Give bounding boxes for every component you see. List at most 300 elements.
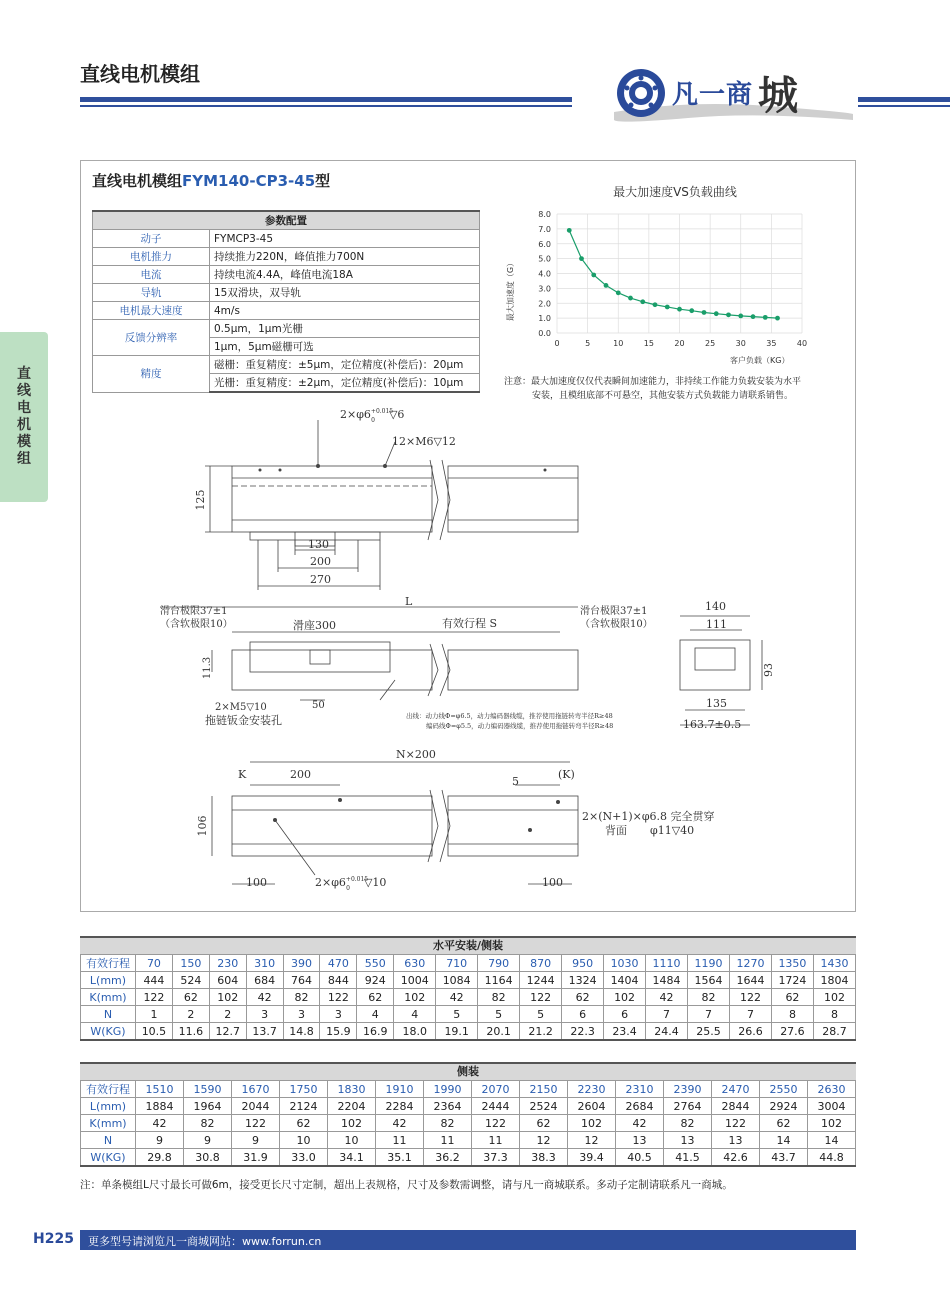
table-cell: 11 <box>472 1132 520 1149</box>
table-cell: 41.5 <box>664 1149 712 1167</box>
chart-xlabel: 客户负载（KG） <box>730 356 790 365</box>
table-row <box>81 1006 856 1023</box>
chart-note <box>504 375 844 403</box>
table-row <box>81 989 856 1006</box>
side-tab-label: 直线电机模组 <box>17 366 31 467</box>
chart-ytick-label: 4.0 <box>538 269 551 279</box>
table-cell: 2470 <box>712 1081 760 1098</box>
table-cell: 42 <box>246 989 283 1006</box>
table-cell: 42.6 <box>712 1149 760 1167</box>
table-cell: 1030 <box>604 955 646 972</box>
table-cell: 82 <box>283 989 320 1006</box>
table-cell: 524 <box>172 972 209 989</box>
table-cell: 11 <box>376 1132 424 1149</box>
params-table <box>92 210 480 393</box>
table-cell: 1564 <box>688 972 730 989</box>
dim-163-7: 163.7±0.5 <box>683 718 742 731</box>
table-cell: 102 <box>568 1115 616 1132</box>
table-cell: 444 <box>136 972 173 989</box>
table-cell: 10.5 <box>136 1023 173 1041</box>
chart-xtick-label: 20 <box>674 339 685 348</box>
table-cell: 924 <box>357 972 394 989</box>
acceleration-chart <box>500 200 820 370</box>
table-cell: 2204 <box>328 1098 376 1115</box>
params-row <box>93 302 480 320</box>
table-cell: 44.8 <box>808 1149 856 1167</box>
table-cell: 390 <box>283 955 320 972</box>
table-cell: 62 <box>520 1115 568 1132</box>
dim-125: 125 <box>194 489 207 511</box>
table-cell: 35.1 <box>376 1149 424 1167</box>
table-cell: 42 <box>436 989 478 1006</box>
end-view <box>680 640 750 690</box>
param-value: 持续电流4.4A，峰值电流18A <box>210 266 480 284</box>
table-cell: 5 <box>478 1006 520 1023</box>
table-cell: 21.2 <box>520 1023 562 1041</box>
chart-xtick-label: 0 <box>554 339 560 348</box>
header-rule-left-thin <box>80 105 572 107</box>
table-cell: 14 <box>808 1132 856 1149</box>
table-cell: 15.9 <box>320 1023 357 1041</box>
model-code: FYM140-CP3-45 <box>182 172 316 190</box>
table-cell: 9 <box>232 1132 280 1149</box>
table-cell: 16.9 <box>357 1023 394 1041</box>
param-value: 4m/s <box>210 302 480 320</box>
table-cell: 40.5 <box>616 1149 664 1167</box>
dim-106: 106 <box>196 815 209 837</box>
chart-note-line: 注意：最大加速度仅仅代表瞬间加速能力，非持续工作能力负载安装为水平 <box>504 377 802 387</box>
logo-char: 城 <box>758 72 798 119</box>
table-cell: 684 <box>246 972 283 989</box>
table-cell: 1884 <box>136 1098 184 1115</box>
table-cell: 710 <box>436 955 478 972</box>
table-cell: 2550 <box>760 1081 808 1098</box>
table-cell: 470 <box>320 955 357 972</box>
model-title <box>92 170 330 191</box>
dim-270: 270 <box>310 573 331 586</box>
row-label: L(mm) <box>81 972 136 989</box>
dim-K: K <box>238 768 247 781</box>
table-cell: 2524 <box>520 1098 568 1115</box>
dim-140: 140 <box>705 600 726 613</box>
table-cell: 3004 <box>808 1098 856 1115</box>
table-cell: 34.1 <box>328 1149 376 1167</box>
chart-ytick-label: 1.0 <box>538 314 551 324</box>
params-row <box>93 230 480 248</box>
params-row <box>93 320 480 338</box>
dim-pin-top: $2\times\varphi 6^{+0.015}$ 0 ▽6 <box>340 408 405 424</box>
page-title: 直线电机模组 <box>80 62 200 86</box>
header-rule-right <box>858 97 950 102</box>
table-cell: 630 <box>394 955 436 972</box>
table-cell: 18.0 <box>394 1023 436 1041</box>
dim-m6: 12×M6▽12 <box>392 435 456 448</box>
table-cell: 790 <box>478 955 520 972</box>
logo-text: 凡一商 <box>672 80 754 110</box>
params-header: 参数配置 <box>93 211 480 230</box>
dim-K-right: (K) <box>558 768 575 781</box>
dim-50: 50 <box>312 700 325 711</box>
dim-5: 5 <box>512 775 519 788</box>
row-label: N <box>81 1006 136 1023</box>
table-cell: 4 <box>357 1006 394 1023</box>
table-cell: 7 <box>646 1006 688 1023</box>
table-cell: 1910 <box>376 1081 424 1098</box>
chart-ytick-label: 6.0 <box>538 239 551 249</box>
table-cell: 122 <box>729 989 771 1006</box>
param-value: 15双滑块，双导轨 <box>210 284 480 302</box>
chart-ytick-label: 2.0 <box>538 299 551 309</box>
table-cell: 29.8 <box>136 1149 184 1167</box>
table-row <box>81 1023 856 1041</box>
table2 <box>80 1080 856 1167</box>
dim-111: 111 <box>706 618 727 631</box>
chart-point <box>763 315 768 320</box>
table-cell: 62 <box>357 989 394 1006</box>
chart-point <box>653 302 658 307</box>
table-cell: 8 <box>813 1006 855 1023</box>
table-cell: 3 <box>283 1006 320 1023</box>
param-key: 电机最大速度 <box>93 302 210 320</box>
param-value: 1μm，5μm磁栅可选 <box>210 338 480 356</box>
dim-93: 93 <box>762 663 775 677</box>
chart-xtick-label: 5 <box>585 339 591 348</box>
dim-limit-right: 滑台极限37±1 <box>580 606 648 617</box>
dim-200: 200 <box>310 555 331 568</box>
table-cell: 1324 <box>562 972 604 989</box>
chart-point <box>689 308 694 313</box>
table-cell: 42 <box>616 1115 664 1132</box>
table-cell: 1964 <box>184 1098 232 1115</box>
table-cell: 27.6 <box>771 1023 813 1041</box>
chart-point <box>579 256 584 261</box>
table-cell: 1724 <box>771 972 813 989</box>
chart-point <box>726 312 731 317</box>
table-cell: 22.3 <box>562 1023 604 1041</box>
table-cell: 13.7 <box>246 1023 283 1041</box>
table-cell: 23.4 <box>604 1023 646 1041</box>
table-cell: 36.2 <box>424 1149 472 1167</box>
top-view-right <box>448 466 578 532</box>
row-label: L(mm) <box>81 1098 136 1115</box>
chart-ytick-label: 5.0 <box>538 254 551 264</box>
header-rule-left <box>80 97 572 102</box>
table-cell: 12.7 <box>209 1023 246 1041</box>
table-row <box>81 955 856 972</box>
table-cell: 1990 <box>424 1081 472 1098</box>
chart-xtick-label: 35 <box>766 339 777 348</box>
dim-limit-right-soft: （含软极限10） <box>580 619 653 630</box>
table-cell: 1830 <box>328 1081 376 1098</box>
dim-pin-bottom: $2\times\varphi 6^{+0.015}$ 0 ▽10 <box>315 876 387 892</box>
table-cell: 2 <box>209 1006 246 1023</box>
table-cell: 9 <box>136 1132 184 1149</box>
table-row <box>81 972 856 989</box>
row-label: 有效行程 <box>81 1081 136 1098</box>
table-cell: 2284 <box>376 1098 424 1115</box>
table-cell: 25.5 <box>688 1023 730 1041</box>
dim-limit-left: 滑台极限37±1 <box>160 606 228 617</box>
chart-ytick-label: 8.0 <box>538 210 551 219</box>
row-label: W(KG) <box>81 1149 136 1167</box>
table-cell: 2070 <box>472 1081 520 1098</box>
table-cell: 13 <box>664 1132 712 1149</box>
chart-point <box>677 307 682 312</box>
table-cell: 844 <box>320 972 357 989</box>
param-value: 光栅：重复精度：±2μm，定位精度(补偿后)：10μm <box>210 374 480 393</box>
table-cell: 62 <box>771 989 813 1006</box>
chart-xtick-label: 25 <box>705 339 716 348</box>
table-cell: 230 <box>209 955 246 972</box>
table-row <box>81 1149 856 1167</box>
row-label: N <box>81 1132 136 1149</box>
table-cell: 42 <box>376 1115 424 1132</box>
table-cell: 102 <box>813 989 855 1006</box>
chart-xtick-label: 30 <box>735 339 746 348</box>
chart-point <box>751 314 756 319</box>
row-label: 有效行程 <box>81 955 136 972</box>
table-cell: 82 <box>424 1115 472 1132</box>
chart-title: 最大加速度VS负载曲线 <box>613 185 737 199</box>
table-cell: 31.9 <box>232 1149 280 1167</box>
dim-b200: 200 <box>290 768 311 781</box>
dim-130: 130 <box>308 538 329 551</box>
table-cell: 102 <box>604 989 646 1006</box>
bottom-view-left <box>232 796 432 856</box>
chart-point <box>738 313 743 318</box>
table-cell: 310 <box>246 955 283 972</box>
table-cell: 550 <box>357 955 394 972</box>
table-cell: 38.3 <box>520 1149 568 1167</box>
param-key: 导轨 <box>93 284 210 302</box>
chart-point <box>616 290 621 295</box>
table-cell: 102 <box>328 1115 376 1132</box>
row-label: K(mm) <box>81 1115 136 1132</box>
table-cell: 2844 <box>712 1098 760 1115</box>
dim-n200: N×200 <box>396 748 436 761</box>
table-cell: 1350 <box>771 955 813 972</box>
table-cell: 7 <box>729 1006 771 1023</box>
param-value: 磁栅：重复精度：±5μm，定位精度(补偿后)：20μm <box>210 356 480 374</box>
table-cell: 7 <box>688 1006 730 1023</box>
table-cell: 2764 <box>664 1098 712 1115</box>
table-cell: 33.0 <box>280 1149 328 1167</box>
cable-note-1: 出线：动力线Φ=φ6.5，动力编码器线缆，推荐使用拖链转弯半径R≥48 <box>406 712 613 720</box>
footnote: 注：单条模组L尺寸最长可做6m，接受更长尺寸定制，超出上表规格，尺寸及参数需调整，请与凡一商城联系。多动子定制请联系凡一商城。 <box>80 1179 733 1191</box>
chart-point <box>567 228 572 233</box>
table-cell: 2230 <box>568 1081 616 1098</box>
table1-title: 水平安装/侧装 <box>80 936 856 954</box>
table-cell: 1404 <box>604 972 646 989</box>
table-cell: 2390 <box>664 1081 712 1098</box>
table-cell: 1 <box>136 1006 173 1023</box>
table-row <box>81 1081 856 1098</box>
table-cell: 12 <box>568 1132 616 1149</box>
table-cell: 11.6 <box>172 1023 209 1041</box>
chart-point <box>628 296 633 301</box>
table-cell: 82 <box>184 1115 232 1132</box>
table-cell: 102 <box>209 989 246 1006</box>
table-cell: 604 <box>209 972 246 989</box>
chart-note-line: 安装，且模组底部不可悬空，其他安装方式负载能力请联系销售。 <box>532 391 794 401</box>
table-cell: 6 <box>562 1006 604 1023</box>
table-cell: 950 <box>562 955 604 972</box>
param-key: 动子 <box>93 230 210 248</box>
table-cell: 2444 <box>472 1098 520 1115</box>
table-cell: 2 <box>172 1006 209 1023</box>
table-cell: 62 <box>280 1115 328 1132</box>
table-cell: 1244 <box>520 972 562 989</box>
table-cell: 122 <box>320 989 357 1006</box>
table-cell: 62 <box>562 989 604 1006</box>
table-cell: 3 <box>320 1006 357 1023</box>
table-cell: 1670 <box>232 1081 280 1098</box>
params-row <box>93 284 480 302</box>
chart-ytick-label: 7.0 <box>538 224 551 234</box>
table-cell: 122 <box>136 989 173 1006</box>
table-row <box>81 1098 856 1115</box>
dim-slide: 滑座300 <box>293 619 336 632</box>
table-cell: 1270 <box>729 955 771 972</box>
chart-point <box>591 273 596 278</box>
table1 <box>80 954 856 1041</box>
row-label: W(KG) <box>81 1023 136 1041</box>
table-cell: 2044 <box>232 1098 280 1115</box>
table-cell: 8 <box>771 1006 813 1023</box>
table-cell: 122 <box>520 989 562 1006</box>
table-cell: 26.6 <box>729 1023 771 1041</box>
table-cell: 13 <box>712 1132 760 1149</box>
table-cell: 70 <box>136 955 173 972</box>
table-cell: 2124 <box>280 1098 328 1115</box>
table-cell: 9 <box>184 1132 232 1149</box>
params-header-row <box>93 211 480 230</box>
chart-xtick-label: 10 <box>613 339 624 348</box>
table-cell: 82 <box>688 989 730 1006</box>
table2-title: 侧装 <box>80 1062 856 1080</box>
table-cell: 2604 <box>568 1098 616 1115</box>
dim-11-3: 11.3 <box>202 656 213 680</box>
table-cell: 2924 <box>760 1098 808 1115</box>
table-cell: 1750 <box>280 1081 328 1098</box>
chart-ylabel: 最大加速度（G） <box>506 258 515 322</box>
side-view-right <box>448 650 578 690</box>
chart-ytick-label: 0.0 <box>538 329 551 338</box>
dim-100-right: 100 <box>542 876 563 889</box>
chart-point <box>714 311 719 316</box>
params-row <box>93 356 480 374</box>
table-cell: 12 <box>520 1132 568 1149</box>
table-cell: 1084 <box>436 972 478 989</box>
table-cell: 1164 <box>478 972 520 989</box>
table-cell: 39.4 <box>568 1149 616 1167</box>
table-cell: 82 <box>664 1115 712 1132</box>
bottom-view-right <box>448 796 578 856</box>
header-rule-right-thin <box>858 105 950 107</box>
table-cell: 2684 <box>616 1098 664 1115</box>
table-cell: 122 <box>712 1115 760 1132</box>
table-row <box>81 1132 856 1149</box>
table-cell: 24.4 <box>646 1023 688 1041</box>
table-cell: 82 <box>478 989 520 1006</box>
table-cell: 19.1 <box>436 1023 478 1041</box>
param-key: 反馈分辨率 <box>93 320 210 356</box>
table-cell: 14 <box>760 1132 808 1149</box>
chart-xtick-label: 15 <box>643 339 654 348</box>
table-cell: 1190 <box>688 955 730 972</box>
table-cell: 1510 <box>136 1081 184 1098</box>
table-cell: 42 <box>136 1115 184 1132</box>
table-cell: 122 <box>472 1115 520 1132</box>
table-cell: 2150 <box>520 1081 568 1098</box>
param-key: 电流 <box>93 266 210 284</box>
param-value: 持续推力220N，峰值推力700N <box>210 248 480 266</box>
table-cell: 4 <box>394 1006 436 1023</box>
table-cell: 10 <box>328 1132 376 1149</box>
table-cell: 5 <box>436 1006 478 1023</box>
top-view-left <box>232 466 432 532</box>
table-cell: 3 <box>246 1006 283 1023</box>
technical-drawing <box>150 400 810 900</box>
table-cell: 10 <box>280 1132 328 1149</box>
param-key: 精度 <box>93 356 210 393</box>
table-cell: 11 <box>424 1132 472 1149</box>
chart-point <box>640 299 645 304</box>
table-cell: 1430 <box>813 955 855 972</box>
table-cell: 2310 <box>616 1081 664 1098</box>
table-row <box>81 1115 856 1132</box>
dim-back: 背面 <box>605 824 627 837</box>
table-cell: 2630 <box>808 1081 856 1098</box>
table-cell: 102 <box>808 1115 856 1132</box>
param-value: 0.5μm，1μm光栅 <box>210 320 480 338</box>
model-title-prefix: 直线电机模组 <box>92 172 183 190</box>
table-cell: 14.8 <box>283 1023 320 1041</box>
table-cell: 122 <box>232 1115 280 1132</box>
dim-limit-left-soft: （含软极限10） <box>160 619 233 630</box>
dim-through-holes: 2×(N+1)×φ6.8 完全贯穿 <box>582 810 715 823</box>
chart-point <box>665 305 670 310</box>
table-cell: 764 <box>283 972 320 989</box>
dim-m5: 2×M5▽10 <box>215 702 267 713</box>
params-row <box>93 248 480 266</box>
table-cell: 13 <box>616 1132 664 1149</box>
table-cell: 62 <box>172 989 209 1006</box>
table-cell: 28.7 <box>813 1023 855 1041</box>
table-cell: 6 <box>604 1006 646 1023</box>
table-cell: 1110 <box>646 955 688 972</box>
table-cell: 1804 <box>813 972 855 989</box>
footer-text: 更多型号请浏览凡一商城网站：www.forrun.cn <box>88 1235 322 1248</box>
chart-ytick-label: 3.0 <box>538 284 551 294</box>
params-row <box>93 266 480 284</box>
dim-chain: 拖链钣金安装孔 <box>205 714 282 727</box>
row-label: K(mm) <box>81 989 136 1006</box>
table-cell: 20.1 <box>478 1023 520 1041</box>
page-number: H225 <box>33 1231 74 1247</box>
model-title-suffix: 型 <box>315 172 331 190</box>
side-view-left <box>232 650 432 690</box>
table-cell: 62 <box>760 1115 808 1132</box>
table-cell: 30.8 <box>184 1149 232 1167</box>
dim-L: L <box>405 595 413 608</box>
table-cell: 43.7 <box>760 1149 808 1167</box>
chart-point <box>775 316 780 321</box>
chart-point <box>702 310 707 315</box>
table-cell: 2364 <box>424 1098 472 1115</box>
table-cell: 102 <box>394 989 436 1006</box>
table-cell: 5 <box>520 1006 562 1023</box>
